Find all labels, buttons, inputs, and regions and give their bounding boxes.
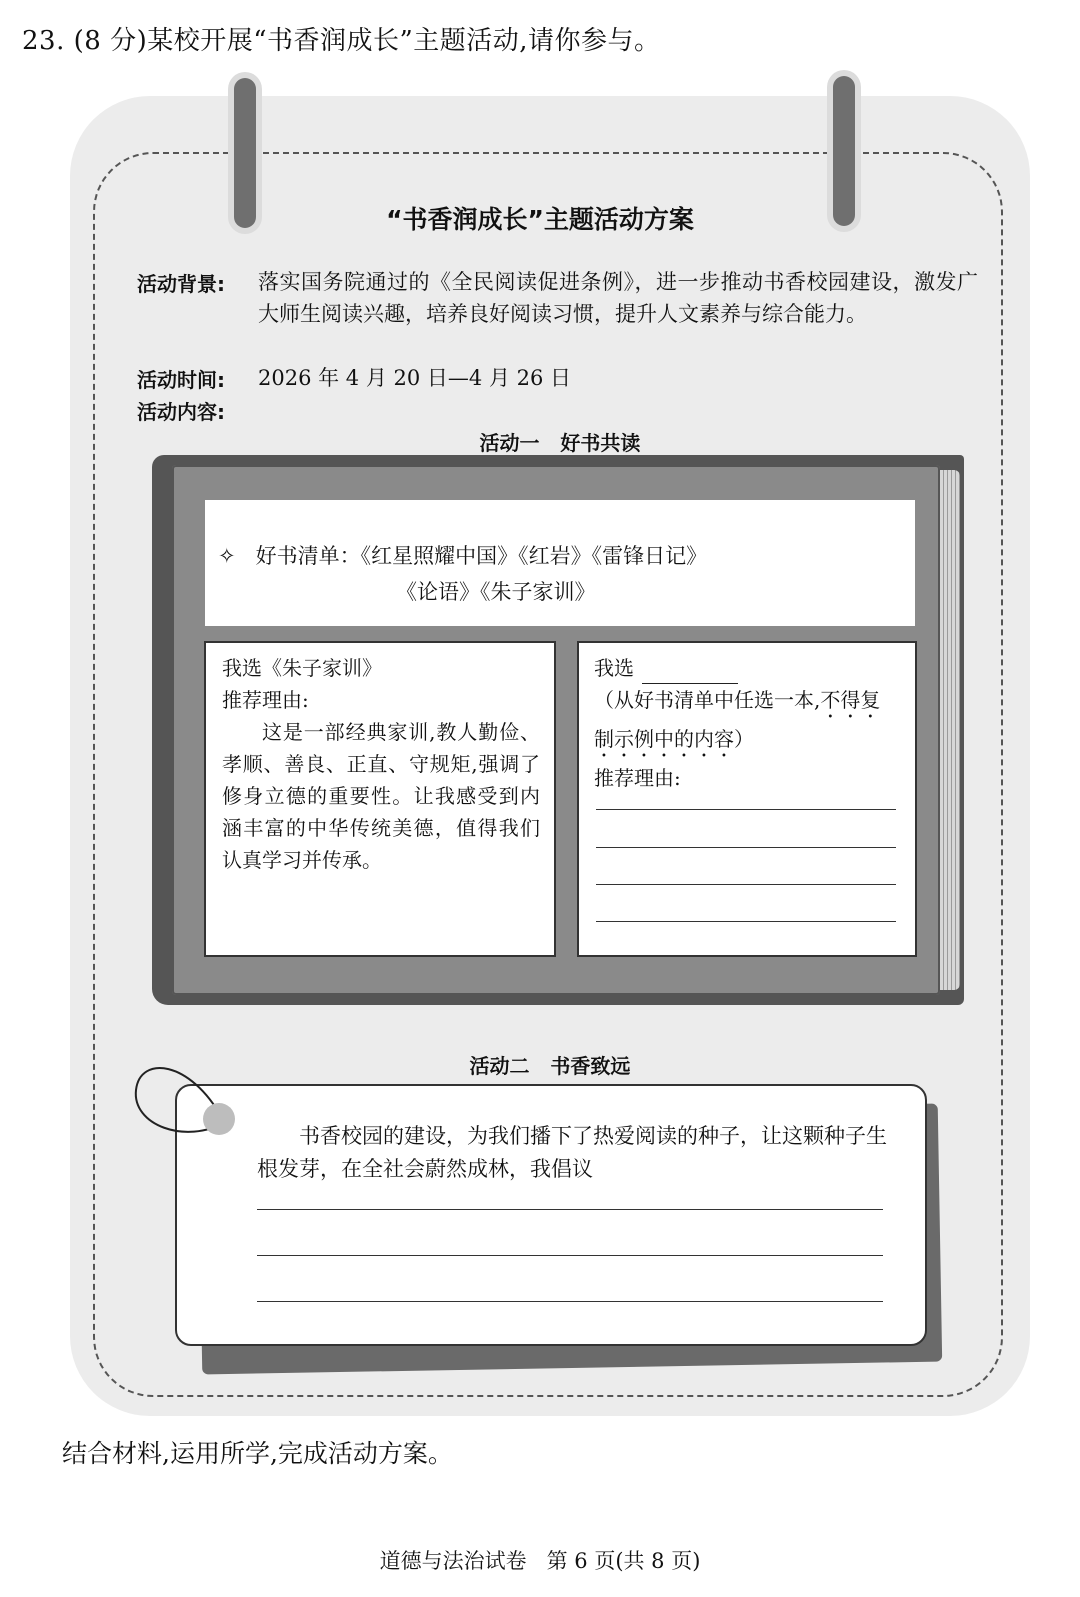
activity2-title: 活动二 书香致远 [469, 1054, 631, 1078]
proposal-line-3[interactable] [257, 1301, 883, 1302]
content-label: 活动内容: [137, 400, 225, 424]
answer-panel-text [594, 652, 900, 794]
time-label: 活动时间: [137, 368, 225, 392]
answer-line-1[interactable] [596, 809, 896, 810]
page-footer: 道德与法治试卷 第 6 页(共 8 页) [379, 1549, 701, 1573]
proposal-line-2[interactable] [257, 1255, 883, 1256]
plan-title: “书香润成长”主题活动方案 [386, 205, 694, 234]
answer-hint-close: ） [734, 727, 754, 751]
book-list-line2: 《论语》《朱子家训》 [396, 580, 596, 604]
background-text: 落实国务院通过的《全民阅读促进条例》，进一步推动书香校园建设，激发广大师生阅读兴趣，培养良好阅读习惯，提升人文素养与综合能力。 [258, 270, 978, 326]
answer-line-2[interactable] [596, 847, 896, 848]
answer-line-3[interactable] [596, 884, 896, 885]
example-choice: 我选《朱子家训》 [222, 656, 382, 680]
answer-line-4[interactable] [596, 921, 896, 922]
answer-hint [594, 684, 900, 762]
question-header: 23. (8 分)某校开展“书香润成长”主题活动,请你参与。 [22, 26, 661, 56]
time-value: 2026 年 4 月 20 日—4 月 26 日 [258, 366, 572, 390]
answer-choice-prefix: 我选 [594, 656, 634, 680]
answer-hint-emphasis: 不得复制示例中的内容 [594, 688, 881, 751]
activity1-title: 活动一 好书共读 [479, 431, 641, 455]
tag-hole [203, 1103, 235, 1135]
example-reason-label: 推荐理由: [222, 688, 309, 712]
book-choice-blank[interactable] [642, 661, 738, 684]
answer-hint-plain: （从好书清单中任选一本, [594, 688, 821, 712]
answer-reason-label: 推荐理由: [594, 766, 681, 790]
background-label: 活动背景: [137, 272, 225, 296]
book-list-line1: ✧ 好书清单：《红星照耀中国》《红岩》《雷锋日记》 [218, 544, 708, 568]
proposal-text: 书香校园的建设，为我们播下了热爱阅读的种子，让这颗种子生根发芽，在全社会蔚然成林，我倡议 [257, 1124, 887, 1181]
proposal-line-1[interactable] [257, 1209, 883, 1210]
question-instruction: 结合材料,运用所学,完成活动方案。 [62, 1439, 453, 1468]
example-panel-text [222, 652, 540, 876]
example-reason-text: 这是一部经典家训,教人勤俭、孝顺、善良、正直、守规矩,强调了修身立德的重要性。让我感受到内涵丰富的中华传统美德，值得我们认真学习并传承。 [222, 720, 540, 872]
